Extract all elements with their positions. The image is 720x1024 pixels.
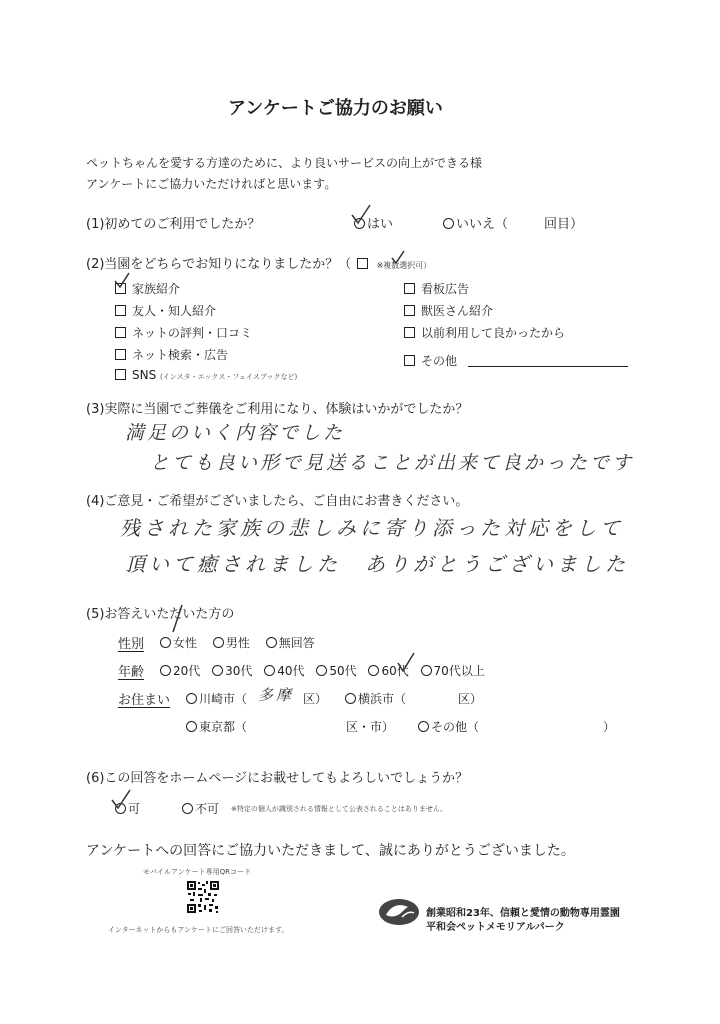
q5-stray-mark <box>170 604 184 634</box>
q2-family-check-mark <box>113 272 131 290</box>
age-label: 年齢 <box>118 665 145 680</box>
q2-option-label: 以前利用して良かったから <box>421 326 566 340</box>
q2-option-other[interactable] <box>404 352 457 369</box>
age-option-label: 70代以上 <box>433 664 485 678</box>
checkbox-signboard[interactable] <box>404 283 415 294</box>
q2-option-friend[interactable] <box>115 302 216 319</box>
radio-tokyo[interactable] <box>186 721 197 732</box>
q2-option-label: ネット検索・広告 <box>132 348 229 362</box>
radio-female[interactable] <box>160 637 171 648</box>
other-label: その他（ <box>431 720 480 734</box>
qr-code-icon[interactable] <box>186 880 220 914</box>
q5-label: (5)お答えいただいた方の <box>86 607 235 622</box>
gender-no-answer[interactable] <box>266 636 315 650</box>
radio-30s[interactable] <box>212 665 223 676</box>
gender-female[interactable] <box>160 636 197 650</box>
kawasaki-ward-handwriting: 多摩 <box>258 686 295 704</box>
company-logo-icon <box>378 897 420 927</box>
checkbox-reviews[interactable] <box>115 327 126 338</box>
q2-option-signboard[interactable] <box>404 280 469 297</box>
age-70s-plus[interactable] <box>421 664 485 678</box>
q1-yes-label: はい <box>367 217 394 232</box>
q2-header-check-mark <box>390 250 406 266</box>
gender-options <box>160 634 315 651</box>
q2-option-label: 家族紹介 <box>132 282 181 296</box>
yokohama-suffix: 区） <box>458 692 483 706</box>
q6-note: ※特定の個人が識別される情報として公表されることはありません。 <box>231 805 448 813</box>
q3-label: (3)実際に当園でご葬儀をご利用になり、体験はいかがでしたか？ <box>86 402 469 417</box>
intro-line-1: ペットちゃんを愛する方達のために、より良いサービスの向上ができる様 <box>86 156 483 170</box>
q2-option-label: 友人・知人紹介 <box>132 304 217 318</box>
checkbox-vet[interactable] <box>404 305 415 316</box>
age-60s-check-mark <box>396 652 416 674</box>
q1-no-option[interactable] <box>443 213 508 232</box>
radio-70s-plus[interactable] <box>421 665 432 676</box>
q6-ok-label: 可 <box>128 802 141 816</box>
age-50s[interactable] <box>316 664 356 678</box>
q1-label: (1)初めてのご利用でしたか？ <box>86 217 261 232</box>
age-40s[interactable] <box>264 664 304 678</box>
age-option-label: 20代 <box>173 664 201 678</box>
q2-option-sns[interactable] <box>115 368 297 382</box>
q2-option-reviews[interactable] <box>115 324 252 341</box>
thanks-message: アンケートへの回答にご協力いただきまして、誠にありがとうございました。 <box>86 843 575 859</box>
yokohama-label: 横浜市（ <box>358 692 407 706</box>
age-option-label: 60代 <box>381 664 409 678</box>
age-options <box>160 662 485 679</box>
age-option-label: 30代 <box>225 664 253 678</box>
residence-tokyo[interactable] <box>186 718 247 735</box>
q2-label <box>86 253 431 272</box>
q2-option-previous[interactable] <box>404 324 565 341</box>
residence-label: お住まい <box>118 693 171 708</box>
checkbox-friend[interactable] <box>115 305 126 316</box>
q2-other-input-line[interactable] <box>468 366 628 367</box>
residence-yokohama[interactable] <box>345 690 406 707</box>
q4-answer-line-1: 残された家族の悲しみに寄り添った対応をして <box>120 516 624 540</box>
q6-label: (6)この回答をホームページにお載せしてもよろしいでしょうか？ <box>86 771 469 786</box>
q4-answer-line-2: 頂いて癒されました ありがとうございました <box>125 552 629 576</box>
q6-ng-option[interactable] <box>182 800 219 817</box>
q2-option-label: 獣医さん紹介 <box>421 304 494 318</box>
q2-option-label: 看板広告 <box>421 282 470 296</box>
gender-option-label: 女性 <box>173 636 198 650</box>
kawasaki-label: 川崎市（ <box>199 692 248 706</box>
radio-no-answer[interactable] <box>266 637 277 648</box>
age-30s[interactable] <box>212 664 252 678</box>
radio-60s[interactable] <box>368 665 379 676</box>
radio-other[interactable] <box>418 721 429 732</box>
q4-label: (4)ご意見・ご希望がございましたら、ご自由にお書きください。 <box>86 494 469 509</box>
q1-count-label: 回目） <box>544 217 584 232</box>
q2-question: (2)当園をどちらでお知りになりましたか？（ <box>86 257 352 272</box>
gender-male[interactable] <box>213 636 250 650</box>
gender-label: 性別 <box>118 637 145 652</box>
q2-option-vet[interactable] <box>404 302 493 319</box>
checkbox-sns[interactable] <box>115 369 126 380</box>
radio-ng[interactable] <box>182 803 193 814</box>
checkbox-search[interactable] <box>115 349 126 360</box>
tokyo-label: 東京都（ <box>199 720 248 734</box>
q2-option-label: ネットの評判・口コミ <box>132 326 253 340</box>
radio-no[interactable] <box>443 218 454 229</box>
age-20s[interactable] <box>160 664 200 678</box>
other-suffix: ） <box>603 720 616 734</box>
gender-option-label: 男性 <box>225 636 250 650</box>
age-option-label: 40代 <box>277 664 305 678</box>
q3-answer-line-2: とても良い形で見送ることが出来て良かったです <box>150 452 635 474</box>
q1-check-mark <box>350 203 372 227</box>
multi-select-checkbox <box>357 258 368 269</box>
kawasaki-suffix: 区） <box>303 692 328 706</box>
q2-option-label: その他 <box>421 354 458 368</box>
company-line-2: 平和会ペットメモリアルパーク <box>426 922 565 933</box>
page-title: アンケートご協力のお願い <box>228 98 443 119</box>
q2-option-label: SNS <box>132 368 157 382</box>
tokyo-suffix: 区・市） <box>346 720 395 734</box>
residence-kawasaki[interactable] <box>186 690 247 707</box>
checkbox-previous[interactable] <box>404 327 415 338</box>
internet-note: インターネットからもアンケートにご回答いただけます。 <box>108 926 289 934</box>
q2-option-search[interactable] <box>115 346 228 363</box>
q3-answer-line-1: 満足のいく内容でした <box>125 422 346 444</box>
radio-50s[interactable] <box>316 665 327 676</box>
q2-sns-note: (インスタ・エックス・フェイスブックなど) <box>160 373 298 381</box>
radio-20s[interactable] <box>160 665 171 676</box>
intro-line-2: アンケートにご協力いただければと思います。 <box>86 177 337 191</box>
residence-other[interactable] <box>418 718 479 735</box>
radio-kawasaki[interactable] <box>186 693 197 704</box>
gender-option-label: 無回答 <box>278 636 315 650</box>
radio-yokohama[interactable] <box>345 693 356 704</box>
qr-caption: モバイルアンケート専用QRコード <box>143 868 251 876</box>
q6-ng-label: 不可 <box>195 802 220 816</box>
q6-ok-check-mark <box>110 788 132 812</box>
age-option-label: 50代 <box>329 664 357 678</box>
q1-no-label: いいえ（ <box>456 217 509 232</box>
checkbox-other[interactable] <box>404 355 415 366</box>
radio-male[interactable] <box>213 637 224 648</box>
radio-40s[interactable] <box>264 665 275 676</box>
q2-multi-note: ※複数選択可） <box>376 261 432 270</box>
company-line-1: 創業昭和23年、信頼と愛情の動物専用霊園 <box>426 908 620 919</box>
